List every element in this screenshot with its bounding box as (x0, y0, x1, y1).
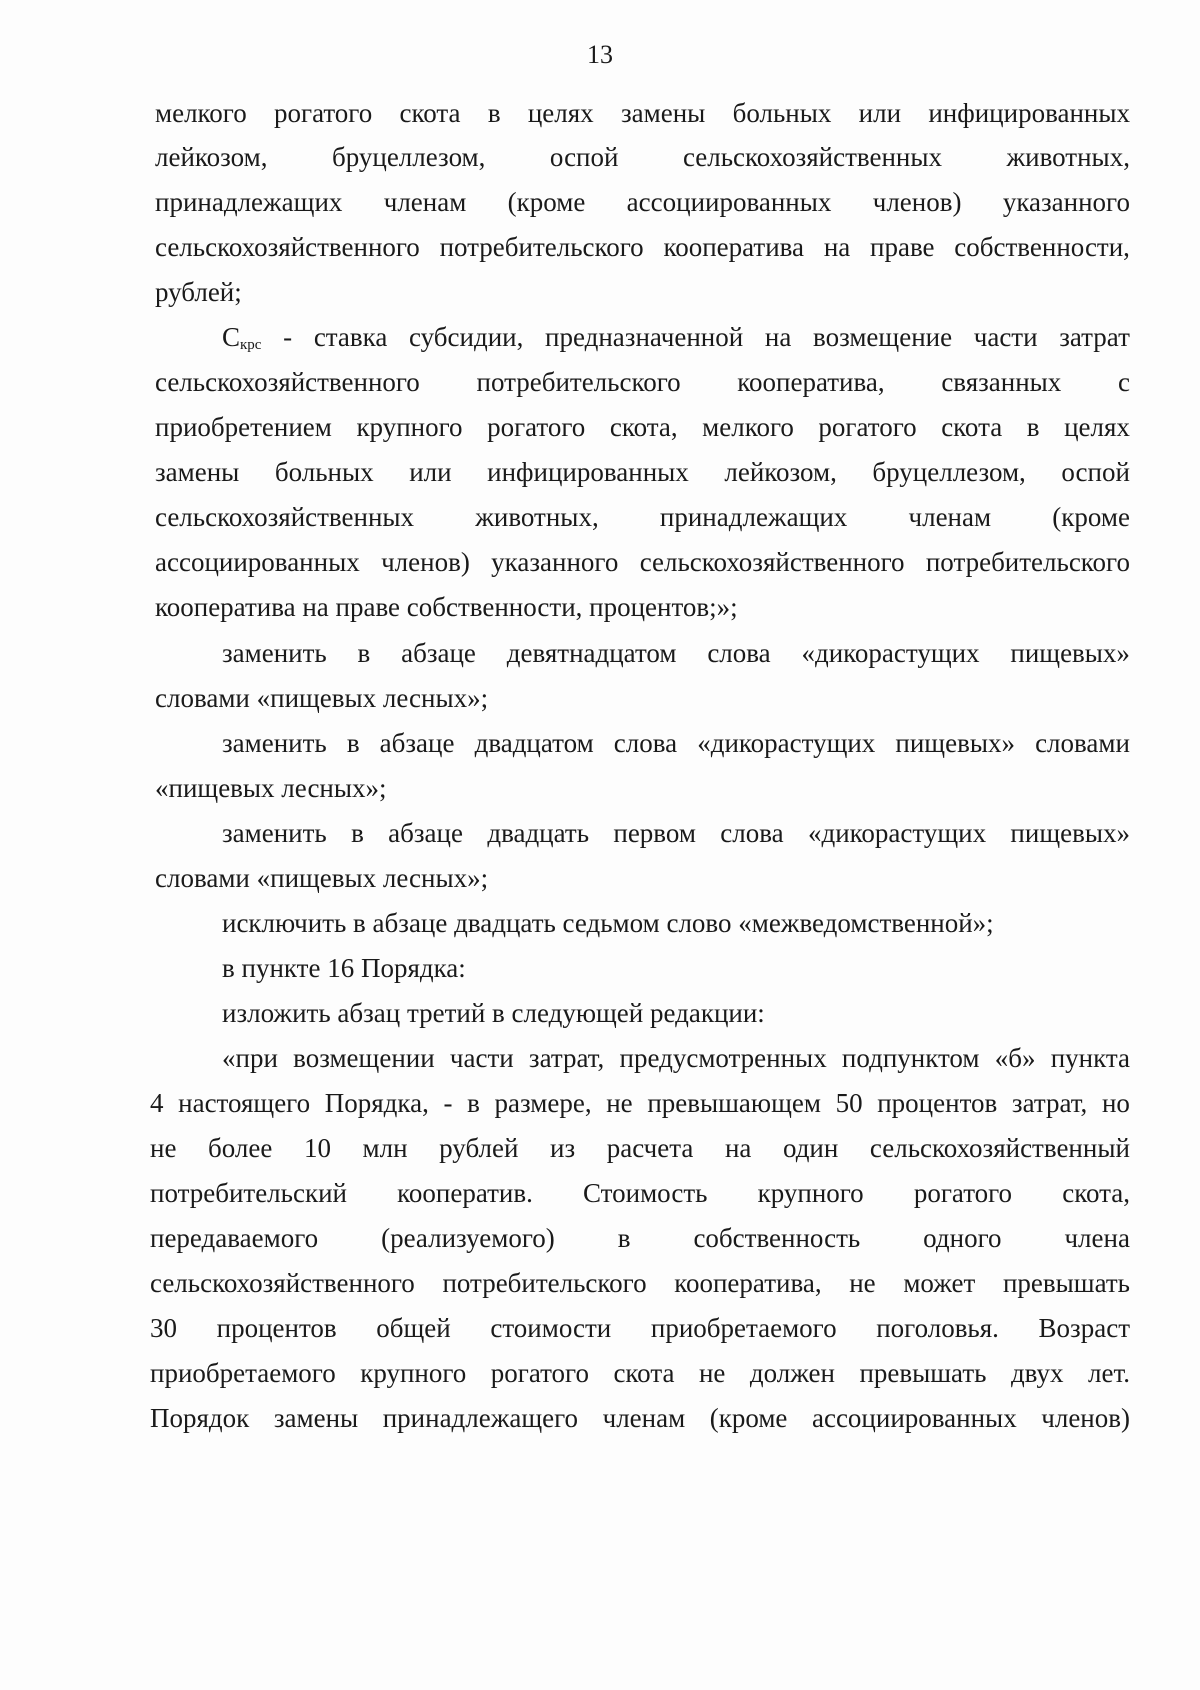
word: оспой (549, 142, 619, 172)
word: один (782, 1133, 839, 1163)
text-line (150, 1131, 1130, 1165)
word: сельскохозяйственный (869, 1133, 1130, 1163)
text-line (155, 455, 1130, 489)
word: (кроме (507, 187, 586, 217)
word: мелкого (702, 412, 794, 442)
word: скота (941, 412, 1003, 442)
word: лейкозом, (724, 457, 837, 487)
word: двух (1010, 1358, 1064, 1388)
text-line (222, 726, 1130, 760)
word: поголовья. (876, 1313, 999, 1343)
word: слова (707, 638, 771, 668)
word: больных (732, 98, 832, 128)
word: (кроме (709, 1403, 788, 1433)
word: крупного (757, 1178, 864, 1208)
text-line (150, 1401, 1130, 1435)
word: - (283, 322, 293, 352)
text-line (222, 1041, 1130, 1075)
text-line: словами «пищевых лесных»; (155, 683, 489, 713)
word: из (550, 1133, 576, 1163)
word: членов) (1041, 1403, 1130, 1433)
word: связанных (941, 367, 1062, 397)
text-line (155, 185, 1130, 219)
word: абзаце (401, 638, 476, 668)
word: сельскохозяйственных (155, 502, 415, 532)
word: не (606, 1088, 633, 1118)
word: настоящего (178, 1088, 311, 1118)
word: лейкозом, (155, 142, 268, 172)
word: приобретением (155, 412, 332, 442)
word: предназначенной (545, 322, 744, 352)
word: потребительского (476, 367, 681, 397)
word: 50 (835, 1088, 863, 1118)
word: приобретаемого (150, 1358, 336, 1388)
word: затрат, (1011, 1088, 1088, 1118)
word: передаваемого (150, 1223, 319, 1253)
word: в (357, 638, 371, 668)
word: пищевых» (1010, 638, 1130, 668)
word: - (443, 1088, 453, 1118)
word: абзаце (379, 728, 455, 758)
word: рогатого (274, 98, 373, 128)
word: потребительского (439, 232, 644, 262)
word: с (1118, 367, 1130, 397)
word: крупного (356, 412, 463, 442)
word: сельскохозяйственного (639, 547, 905, 577)
word: приобретаемого (650, 1313, 837, 1343)
word: рогатого (490, 1358, 589, 1388)
text-line: изложить абзац третий в следующей редакции: (222, 998, 765, 1028)
word: бруцеллезом, (331, 142, 486, 172)
word: указанного (1002, 187, 1130, 217)
text-line: кооператива на праве собственности, процентов;»; (155, 592, 738, 622)
word: не (849, 1268, 876, 1298)
word: в (467, 1088, 480, 1118)
word: скота, (1062, 1178, 1130, 1208)
word: одного (923, 1223, 1002, 1253)
word: процентов (877, 1088, 998, 1118)
word: бруцеллезом, (872, 457, 1026, 487)
word: потребительский (150, 1178, 347, 1208)
word: кооператив. (397, 1178, 533, 1208)
word: но (1101, 1088, 1130, 1118)
word: 10 (303, 1133, 331, 1163)
word: сельскохозяйственного (155, 367, 420, 397)
word: в (346, 728, 360, 758)
word: скота (399, 98, 461, 128)
word: пищевых» (1010, 818, 1130, 848)
word: в (1026, 412, 1040, 442)
text-line (150, 1086, 1130, 1120)
text-line (150, 1311, 1130, 1345)
word: процентов (216, 1313, 337, 1343)
word: 4 (150, 1088, 164, 1118)
word: общей (376, 1313, 451, 1343)
word: или (409, 457, 452, 487)
word: Порядка, (324, 1088, 429, 1118)
word: потребительского (442, 1268, 647, 1298)
word: не (698, 1358, 726, 1388)
word: кооператива (663, 232, 805, 262)
formula-symbol: $С_{крс}$ (222, 322, 262, 353)
word: (кроме (1052, 502, 1130, 532)
word: превышать (859, 1358, 987, 1388)
word: собственности, (954, 232, 1130, 262)
word: Порядок (150, 1403, 250, 1433)
text-line (222, 636, 1130, 670)
word: слова (613, 728, 678, 758)
formula-line (222, 320, 1130, 362)
word: собственность (693, 1223, 861, 1253)
word: ассоциированных (811, 1403, 1017, 1433)
word: абзаце (388, 818, 463, 848)
word: членам (908, 502, 992, 532)
word: на (724, 1133, 752, 1163)
word: «при (222, 1043, 278, 1073)
word: затрат, (528, 1043, 605, 1073)
word: на (823, 232, 851, 262)
word: члена (1064, 1223, 1130, 1253)
word: подпунктом (841, 1043, 980, 1073)
word: может (903, 1268, 976, 1298)
word: более (208, 1133, 273, 1163)
word: рогатого (487, 412, 586, 442)
word: расчета (606, 1133, 694, 1163)
word: 30 (150, 1313, 177, 1343)
text-line: в пункте 16 Порядка: (222, 953, 466, 983)
word: инфицированных (487, 457, 689, 487)
word: стоимости (490, 1313, 612, 1343)
word: млн (362, 1133, 408, 1163)
word: сельскохозяйственных (682, 142, 942, 172)
text-line: рублей; (155, 277, 242, 307)
word: принадлежащего (382, 1403, 579, 1433)
word: кооператива, (674, 1268, 822, 1298)
formula-subscript: крс (240, 337, 262, 353)
word: кооператива, (737, 367, 885, 397)
word: мелкого (155, 98, 247, 128)
word: членам (602, 1403, 686, 1433)
word: сельскохозяйственного (150, 1268, 415, 1298)
word: превышать (1002, 1268, 1130, 1298)
word: инфицированных (928, 98, 1130, 128)
word: животных, (1006, 142, 1130, 172)
word: рогатого (913, 1178, 1013, 1208)
word: предусмотренных (619, 1043, 827, 1073)
word: «дикорастущих (801, 638, 980, 668)
word: в (351, 818, 364, 848)
text-line (155, 96, 1130, 130)
word: принадлежащих (155, 187, 343, 217)
word: целях (527, 98, 594, 128)
word: членов) (381, 547, 470, 577)
text-line (155, 545, 1130, 579)
word: в (617, 1223, 631, 1253)
word: части (449, 1043, 514, 1073)
page-number: 13 (587, 40, 613, 69)
word: двадцать (487, 818, 590, 848)
word: праве (870, 232, 935, 262)
word: «дикорастущих (697, 728, 876, 758)
word: пищевых» (895, 728, 1015, 758)
word: оспой (1061, 457, 1130, 487)
word: (реализуемого) (381, 1223, 555, 1253)
word: ассоциированных (626, 187, 832, 217)
word: «б» (994, 1043, 1036, 1073)
word: лет. (1088, 1358, 1130, 1388)
word: заменить (222, 728, 327, 758)
word: рублей (439, 1133, 519, 1163)
word: части (973, 322, 1038, 352)
word: должен (749, 1358, 835, 1388)
word: членов) (872, 187, 962, 217)
text-line: словами «пищевых лесных»; (155, 863, 489, 893)
word: пункта (1050, 1043, 1130, 1073)
text-line: «пищевых лесных»; (155, 773, 387, 803)
word: скота (613, 1358, 675, 1388)
word: возмещение (813, 322, 953, 352)
word: не (150, 1133, 177, 1163)
word: сельскохозяйственного (155, 232, 420, 262)
word: размере, (494, 1088, 592, 1118)
word: животных, (475, 502, 599, 532)
word: принадлежащих (659, 502, 848, 532)
word: в (487, 98, 501, 128)
word: больных (274, 457, 374, 487)
word: Стоимость (583, 1178, 708, 1208)
word: целях (1064, 412, 1130, 442)
text-line (155, 230, 1130, 264)
word: крупного (360, 1358, 467, 1388)
word: указанного (491, 547, 619, 577)
word: заменить (222, 818, 327, 848)
text-line (155, 500, 1130, 534)
word: ставка (313, 322, 388, 352)
text-line (150, 1356, 1130, 1390)
word: Возраст (1038, 1313, 1130, 1343)
word: субсидии, (409, 322, 524, 352)
word: замены (273, 1403, 359, 1433)
text-line (150, 1266, 1130, 1300)
word: заменить (222, 638, 327, 668)
word: ассоциированных (155, 547, 360, 577)
text-line (155, 410, 1130, 444)
word: членам (383, 187, 467, 217)
word: затрат (1059, 322, 1130, 352)
word: потребительского (925, 547, 1130, 577)
word: словами (1035, 728, 1130, 758)
word: возмещении (293, 1043, 435, 1073)
word: превышающем (647, 1088, 821, 1118)
word: или (858, 98, 902, 128)
text-line (150, 1176, 1130, 1210)
word: «дикорастущих (807, 818, 987, 848)
text-line (155, 365, 1130, 399)
word: замены (620, 98, 706, 128)
word: первом (613, 818, 696, 848)
text-line (222, 816, 1130, 850)
word: на (764, 322, 792, 352)
word: замены (155, 457, 240, 487)
word: слова (720, 818, 784, 848)
word: двадцатом (474, 728, 594, 758)
text-line (150, 1221, 1130, 1255)
word: рогатого (818, 412, 917, 442)
word: девятнадцатом (506, 638, 677, 668)
text-line (155, 140, 1130, 174)
word: скота, (609, 412, 678, 442)
text-line: исключить в абзаце двадцать седьмом слово «межведомственной»; (222, 908, 994, 938)
